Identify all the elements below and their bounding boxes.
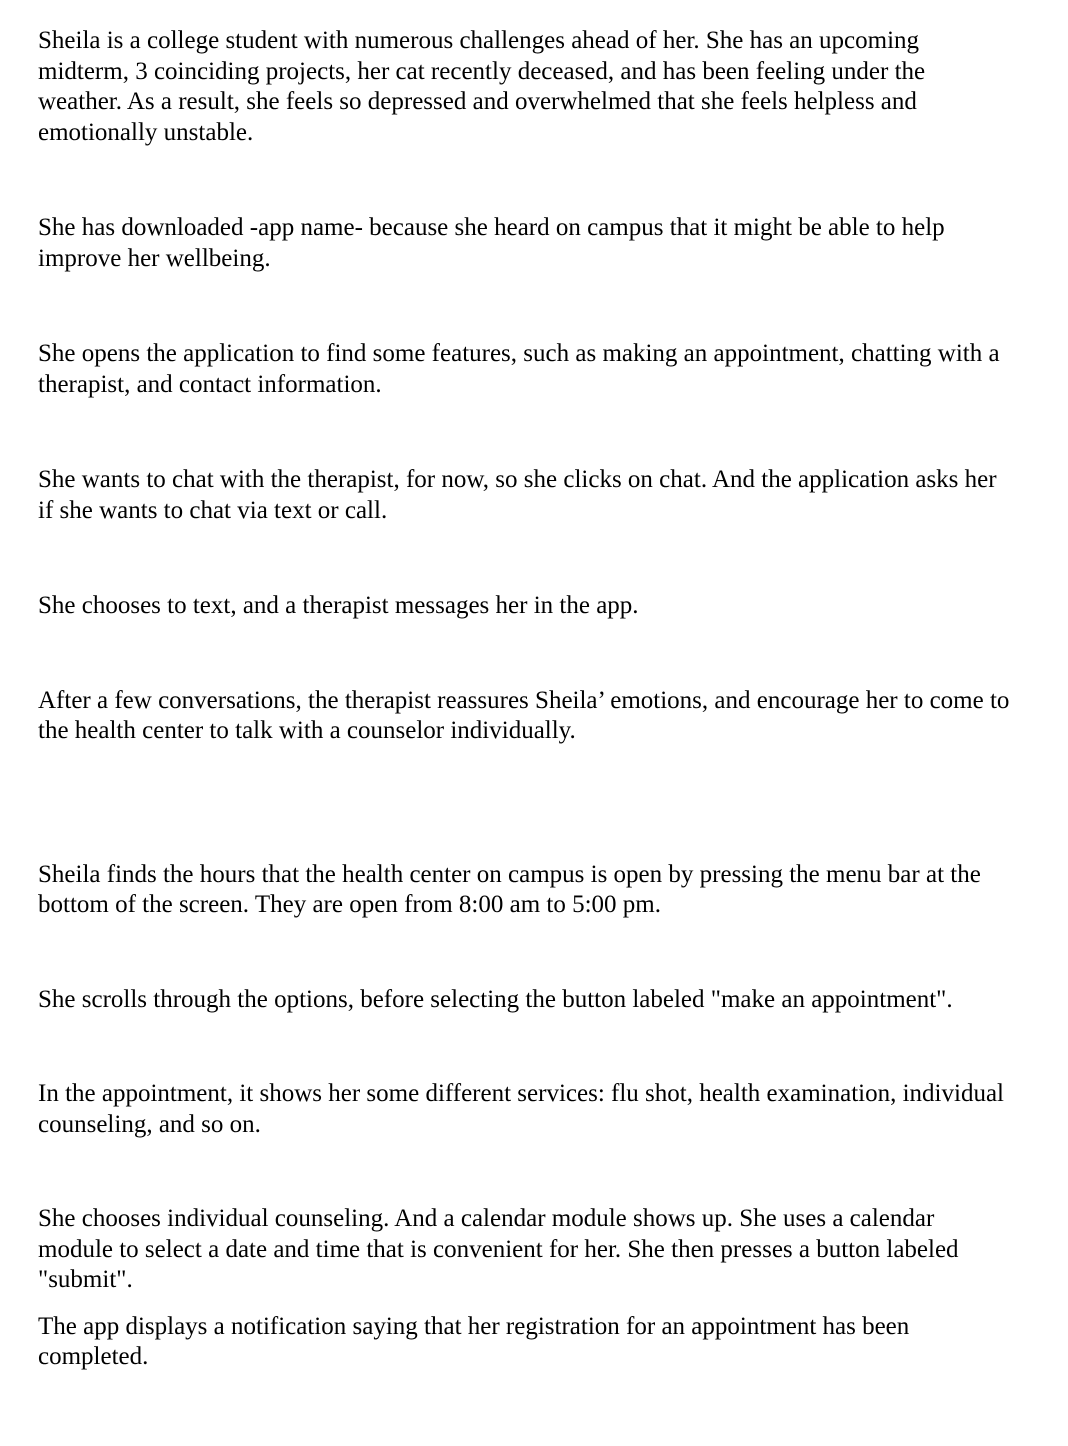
paragraph-make-appointment: She scrolls through the options, before selecting the button labeled "make an appointment". bbox=[38, 985, 953, 1013]
paragraph-health-center-hours: Sheila finds the hours that the health center on campus is open by pressing the menu bar at the bottom of the screen. They are open from 8:00 am to 5:00 pm. bbox=[38, 860, 981, 918]
paragraph-services: In the appointment, it shows her some different services: flu shot, health examination, individual counseling, and so on. bbox=[38, 1080, 1004, 1138]
paragraph-notification: The app displays a notification saying that her registration for an appointment has been completed. bbox=[38, 1312, 910, 1370]
paragraph-sheila-intro: Sheila is a college student with numerous challenges ahead of her. She has an upcoming midterm, 3 coinciding projects, her cat recently deceased, and has been feeling under the weather. As a result, she feels so depressed and overwhelmed that she feels helpless and emotionally unstable. bbox=[38, 27, 926, 146]
paragraph-calendar-module: She chooses individual counseling. And a calendar module shows up. She uses a calendar module to select a date and time that is convenient for her. She then presses a button labeled "submit". bbox=[38, 1205, 959, 1293]
paragraph-downloaded-app: She has downloaded -app name- because she heard on campus that it might be able to help improve her wellbeing. bbox=[38, 214, 945, 272]
document-body bbox=[38, 26, 1048, 1373]
paragraph-chat-choice: She wants to chat with the therapist, for now, so she clicks on chat. And the application asks her if she wants to chat via text or call. bbox=[38, 466, 997, 524]
paragraph-therapist-reassures: After a few conversations, the therapist reassures Sheila’ emotions, and encourage her to come to the health center to talk with a counselor individually. bbox=[38, 686, 1010, 744]
paragraph-opens-application: She opens the application to find some features, such as making an appointment, chatting with a therapist, and contact information. bbox=[38, 340, 1000, 398]
paragraph-chooses-text: She chooses to text, and a therapist messages her in the app. bbox=[38, 592, 639, 619]
